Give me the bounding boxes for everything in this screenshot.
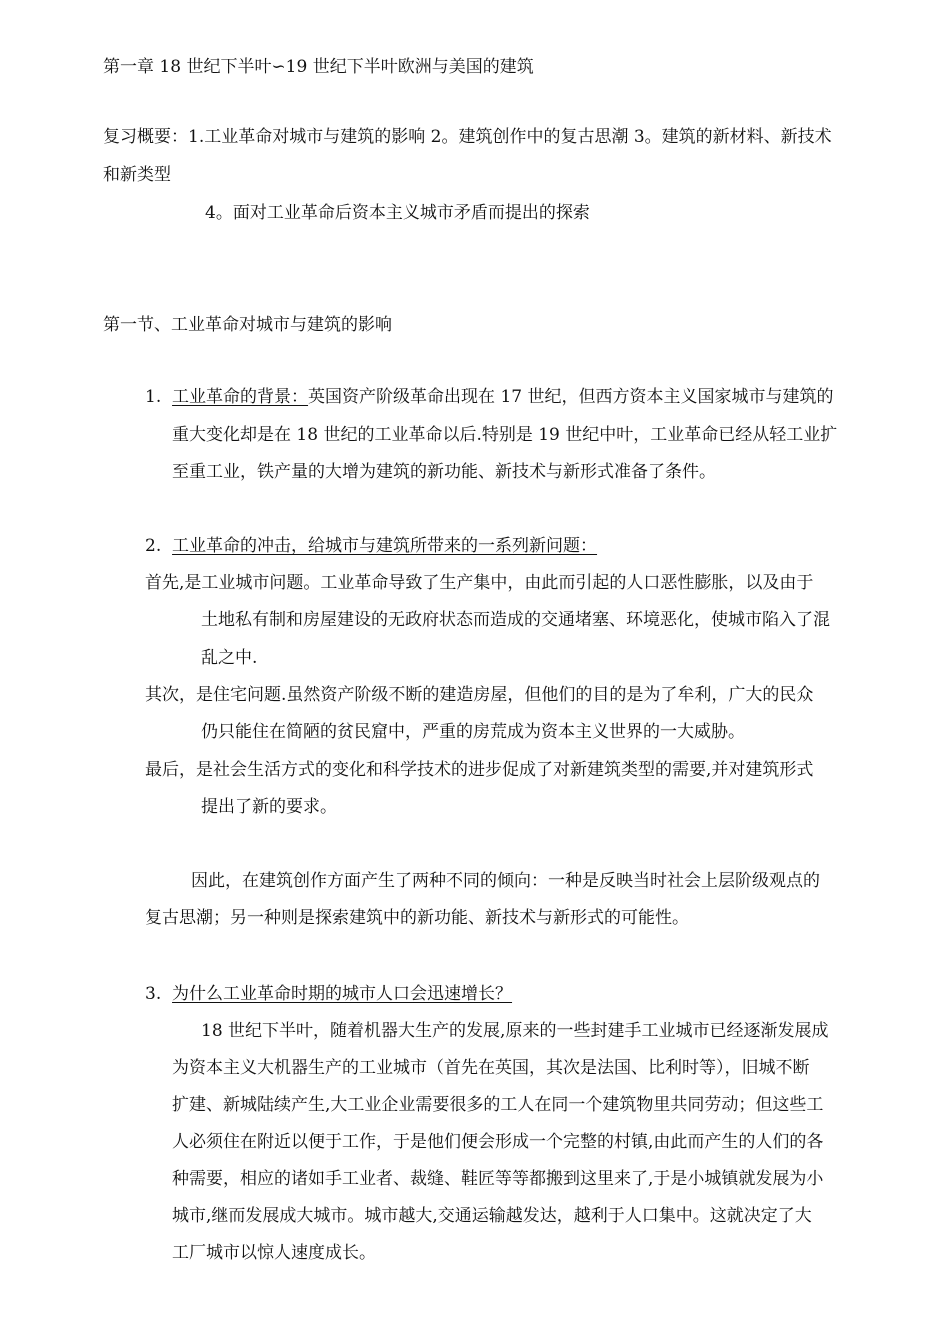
item-3-paragraph-line: 18 世纪下半叶，随着机器大生产的发展,原来的一些封建手工业城市已经逐渐发展成	[201, 1021, 829, 1041]
item-2-line-1	[145, 535, 597, 557]
item-3-heading: 为什么工业革命时期的城市人口会迅速增长？	[172, 984, 513, 1004]
item-1-text: 英国资产阶级革命出现在 17 世纪，但西方资本主义国家城市与建筑的	[308, 387, 834, 407]
item-3-paragraph-line: 种需要，相应的诸如手工业者、裁缝、鞋匠等等都搬到这里来了,于是小城镇就发展为小	[172, 1169, 824, 1189]
item-2-number: 2.	[145, 536, 162, 556]
item-1-line-1	[145, 386, 834, 408]
item-3-paragraph-line: 工厂城市以惊人速度成长。	[172, 1243, 376, 1263]
item-1-number: 1.	[145, 387, 162, 407]
overview-line-2: 和新类型	[103, 165, 171, 185]
therefore-line-1: 因此，在建筑创作方面产生了两种不同的倾向：一种是反映当时社会上层阶级观点的	[191, 871, 820, 891]
last-point-line-1: 最后，是社会生活方式的变化和科学技术的进步促成了对新建筑类型的需要,并对建筑形式	[145, 760, 814, 780]
therefore-line-2: 复古思潮；另一种则是探索建筑中的新功能、新技术与新形式的可能性。	[145, 908, 689, 928]
chapter-title: 第一章 18 世纪下半叶∽19 世纪下半叶欧洲与美国的建筑	[103, 57, 534, 77]
item-1-heading: 工业革命的背景：	[172, 387, 309, 407]
first-point-line-1: 首先,是工业城市问题。工业革命导致了生产集中，由此而引起的人口恶性膨胀，以及由于	[145, 573, 814, 593]
second-point-line-2: 仍只能住在简陋的贫民窟中，严重的房荒成为资本主义世界的一大威胁。	[201, 722, 745, 742]
item-3-paragraph-line: 城市,继而发展成大城市。城市越大,交通运输越发达，越利于人口集中。这就决定了大	[172, 1206, 812, 1226]
second-point-line-1: 其次，是住宅问题.虽然资产阶级不断的建造房屋，但他们的目的是为了牟利，广大的民众	[145, 685, 814, 705]
item-3-line-1	[145, 983, 512, 1005]
first-point-line-2: 土地私有制和房屋建设的无政府状态而造成的交通堵塞、环境恶化，使城市陷入了混	[201, 610, 830, 630]
last-point-line-2: 提出了新的要求。	[201, 797, 337, 817]
item-2-heading: 工业革命的冲击，给城市与建筑所带来的一系列新问题：	[172, 536, 598, 556]
section-title: 第一节、工业革命对城市与建筑的影响	[103, 315, 392, 335]
overview-line-3: 4。面对工业革命后资本主义城市矛盾而提出的探索	[205, 203, 590, 223]
item-3-paragraph-line: 扩建、新城陆续产生,大工业企业需要很多的工人在同一个建筑物里共同劳动；但这些工	[172, 1095, 824, 1115]
first-point-line-3: 乱之中.	[201, 648, 258, 668]
item-3-paragraph-line: 人必须住在附近以便于工作，于是他们便会形成一个完整的村镇,由此而产生的人们的各	[172, 1132, 824, 1152]
item-3-paragraph-line: 为资本主义大机器生产的工业城市（首先在英国，其次是法国、比利时等），旧城不断	[172, 1058, 810, 1078]
item-1-line-2: 重大变化却是在 18 世纪的工业革命以后.特别是 19 世纪中叶，工业革命已经从轻工业扩	[172, 425, 838, 445]
overview-line-1: 复习概要：1.工业革命对城市与建筑的影响 2。建筑创作中的复古思潮 3。建筑的新材料、新技术	[103, 127, 832, 147]
item-3-number: 3.	[145, 984, 162, 1004]
item-1-line-3: 至重工业，铁产量的大增为建筑的新功能、新技术与新形式准备了条件。	[172, 462, 716, 482]
